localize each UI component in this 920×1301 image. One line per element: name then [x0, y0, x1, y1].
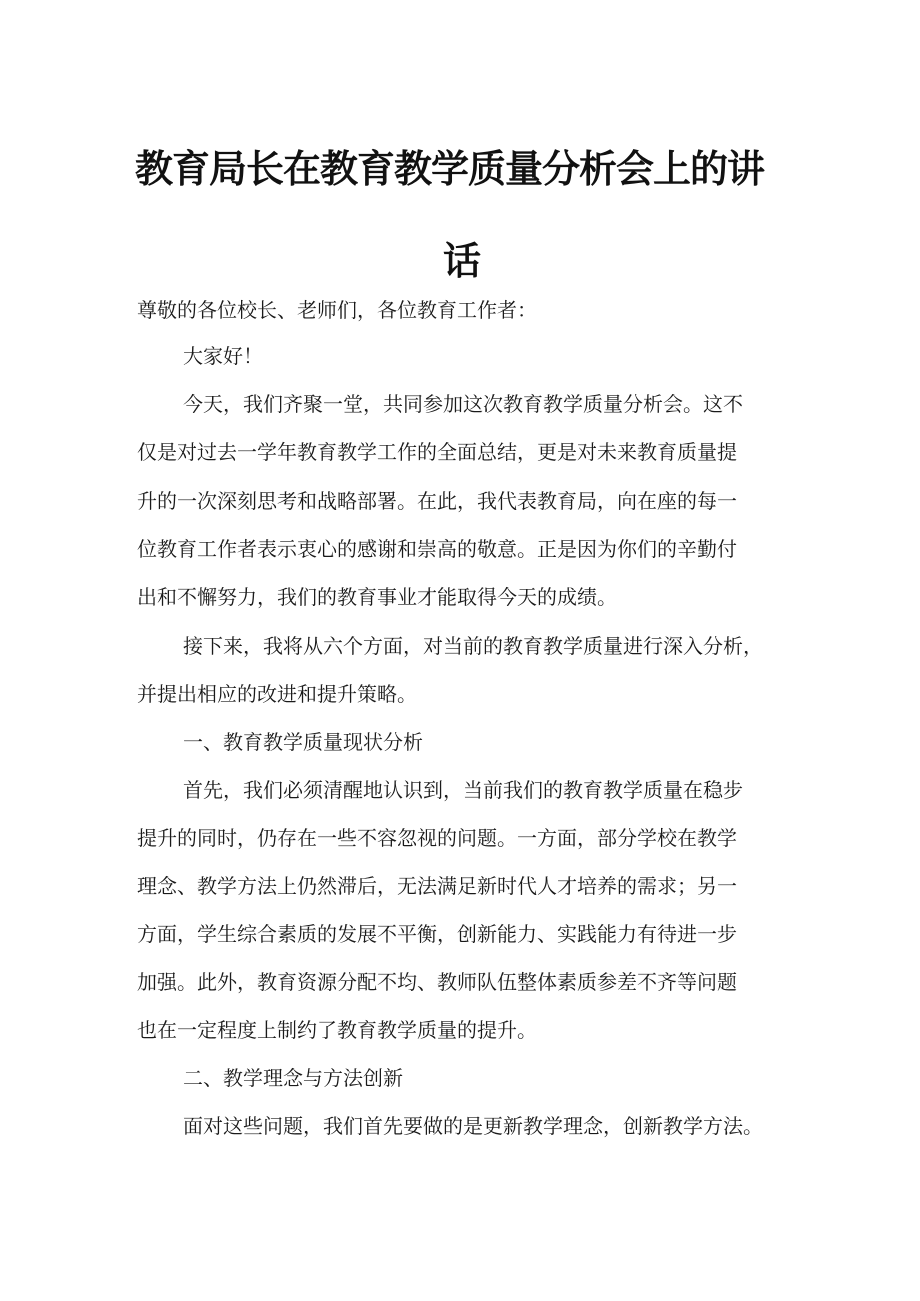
paragraph-line: 首先，我们必须清醒地认识到，当前我们的教育教学质量在稳步: [183, 778, 743, 802]
paragraph-line: 出和不懈努力，我们的教育事业才能取得今天的成绩。: [137, 585, 617, 609]
document-title-line-1: 教育局长在教育教学质量分析会上的讲: [135, 147, 765, 191]
paragraph-line: 加强。此外，教育资源分配不均、教师队伍整体素质参差不齐等问题: [137, 970, 737, 994]
document-title-line-2: 话: [443, 239, 481, 283]
section-heading-1: 一、教育教学质量现状分析: [183, 730, 423, 754]
paragraph-line: 仅是对过去一学年教育教学工作的全面总结，更是对未来教育质量提: [137, 440, 737, 464]
paragraph-line: 升的一次深刻思考和战略部署。在此，我代表教育局，向在座的每一: [137, 489, 737, 513]
paragraph-line: 理念、教学方法上仍然滞后，无法满足新时代人才培养的需求；另一: [137, 874, 737, 898]
paragraph-line: 面对这些问题，我们首先要做的是更新教学理念，创新教学方法。: [183, 1114, 763, 1138]
salutation: 尊敬的各位校长、老师们，各位教育工作者：: [137, 298, 537, 322]
paragraph-line: 位教育工作者表示衷心的感谢和崇高的敬意。正是因为你们的辛勤付: [137, 537, 737, 561]
paragraph-line: 提升的同时，仍存在一些不容忽视的问题。一方面，部分学校在教学: [137, 826, 737, 850]
paragraph-line: 并提出相应的改进和提升策略。: [137, 682, 417, 706]
paragraph-line: 接下来，我将从六个方面，对当前的教育教学质量进行深入分析，: [183, 634, 763, 658]
paragraph-line: 方面，学生综合素质的发展不平衡，创新能力、实践能力有待进一步: [137, 922, 737, 946]
section-heading-2: 二、教学理念与方法创新: [183, 1066, 403, 1090]
paragraph-line: 今天，我们齐聚一堂，共同参加这次教育教学质量分析会。这不: [183, 392, 743, 416]
paragraph-line: 也在一定程度上制约了教育教学质量的提升。: [137, 1018, 537, 1042]
greeting: 大家好！: [183, 344, 263, 368]
